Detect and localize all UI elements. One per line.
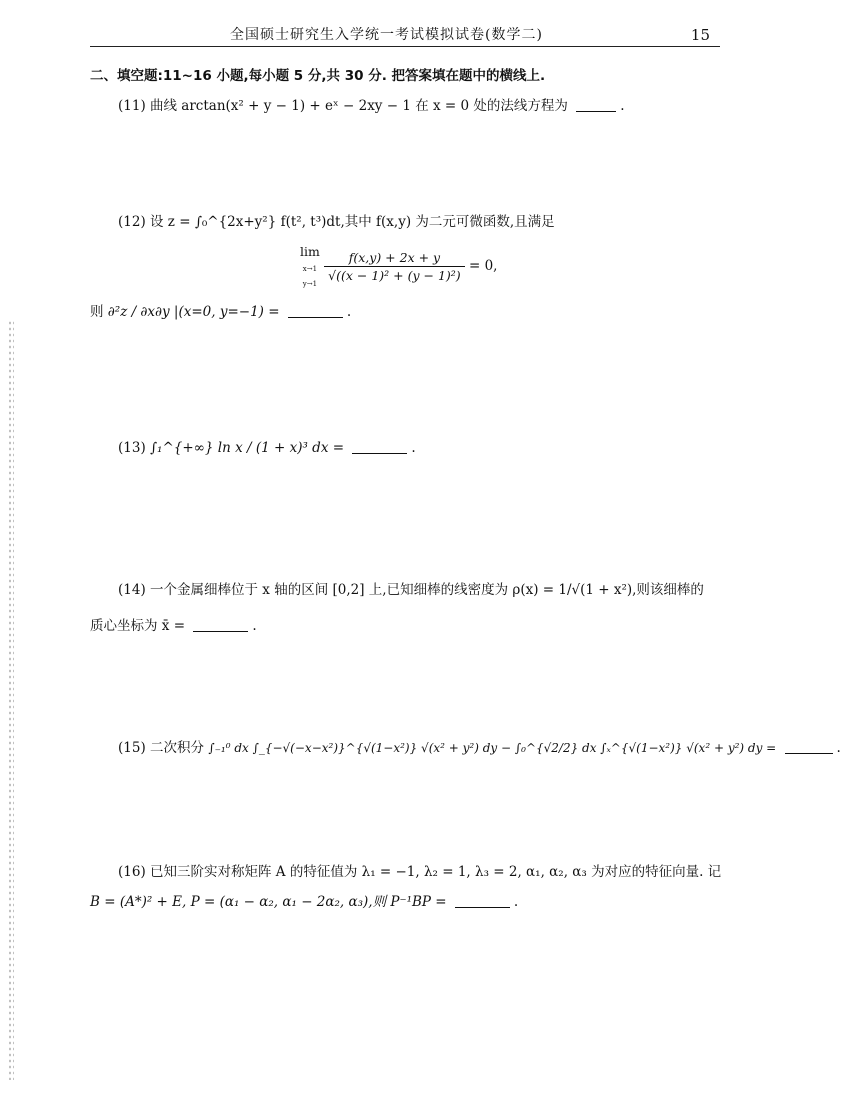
question-12-ask xyxy=(90,300,351,320)
question-16-line2 xyxy=(90,890,518,910)
binding-margin-dots xyxy=(8,320,14,1080)
question-16-end: . xyxy=(513,894,519,910)
limit-numerator: f(x,y) + 2x + y xyxy=(324,250,465,267)
section-title: 二、填空题:11~16 小题,每小题 5 分,共 30 分. 把答案填在题中的横线上. xyxy=(90,68,546,84)
answer-blank-15 xyxy=(785,752,833,754)
question-11-end: . xyxy=(620,98,625,114)
header-rule xyxy=(90,46,720,47)
question-14-text: 一个金属细棒位于 x 轴的区间 [0,2] 上,已知细棒的线密度为 ρ(x) = 1/√(1 + x²),则该细棒的 xyxy=(150,582,704,598)
question-13-number: (13) xyxy=(118,440,146,456)
question-12-end: . xyxy=(346,304,352,320)
question-12-intro xyxy=(118,210,555,230)
question-12-number: (12) xyxy=(118,214,146,230)
answer-blank-16 xyxy=(455,906,510,908)
question-11-number: (11) xyxy=(118,98,146,114)
page-number: 15 xyxy=(690,26,710,44)
question-16-number: (16) xyxy=(118,864,146,880)
question-12-equals: = xyxy=(268,304,280,320)
question-15-prefix: 二次积分 xyxy=(150,740,205,756)
question-14-line1 xyxy=(118,578,704,598)
question-12-ask-prefix: 则 xyxy=(90,304,104,320)
limit-rhs: = 0, xyxy=(468,258,498,274)
question-11-text: 曲线 arctan(x² + y − 1) + eˣ − 2xy − 1 在 x = 0 处的法线方程为 xyxy=(150,98,568,114)
page-header xyxy=(90,22,720,48)
question-14-line2 xyxy=(90,614,257,634)
question-16-text: 已知三阶实对称矩阵 A 的特征值为 λ₁ = −1, λ₂ = 1, λ₃ = 2, α₁, α₂, α₃ 为对应的特征向量. 记 xyxy=(150,864,722,880)
question-12-limit: lim x→1 y→1 $\frac{f(x,y) + 2x + y}{\text{√((x − 1)² + (y − 1)²)}}$ = 0, xyxy=(300,244,498,288)
question-14-number: (14) xyxy=(118,582,146,598)
answer-blank-14 xyxy=(193,630,248,632)
answer-blank-11 xyxy=(576,110,616,112)
question-15-number: (15) xyxy=(118,740,146,756)
question-13-end: . xyxy=(411,440,416,456)
question-12-intro-text: 设 z = ∫₀^{2x+y²} f(t², t³)dt,其中 f(x,y) 为二元可微函数,且满足 xyxy=(150,214,555,230)
question-15 xyxy=(118,736,841,756)
question-15-end: . xyxy=(836,740,841,756)
question-11 xyxy=(118,94,624,114)
question-14-end: . xyxy=(252,618,257,634)
answer-blank-13 xyxy=(352,452,407,454)
answer-blank-12 xyxy=(288,316,343,318)
question-13 xyxy=(118,440,416,456)
question-14-text2: 质心坐标为 x̄ = xyxy=(90,618,186,634)
question-12-derivative: ∂²z / ∂x∂y |(x=0, y=−1) xyxy=(107,304,264,320)
limit-fraction xyxy=(324,250,465,283)
header-title: 全国硕士研究生入学统一考试模拟试卷(数学二) xyxy=(230,27,543,43)
question-15-integral: ∫₋₁⁰ dx ∫_{−√(−x−x²)}^{√(1−x²)} √(x² + y²) dy − ∫₀^{√2/2} dx ∫ₓ^{√(1−x²)} √(x² + y²) dy = xyxy=(208,741,777,755)
limit-denominator: √((x − 1)² + (y − 1)²) xyxy=(328,268,461,283)
question-16-text2: B = (A*)² + E, P = (α₁ − α₂, α₁ − 2α₂, α₃),则 P⁻¹BP = xyxy=(90,894,447,910)
question-13-integral: ∫₁^{+∞} ln x / (1 + x)³ dx = xyxy=(150,440,345,456)
question-16-line1 xyxy=(118,860,721,880)
